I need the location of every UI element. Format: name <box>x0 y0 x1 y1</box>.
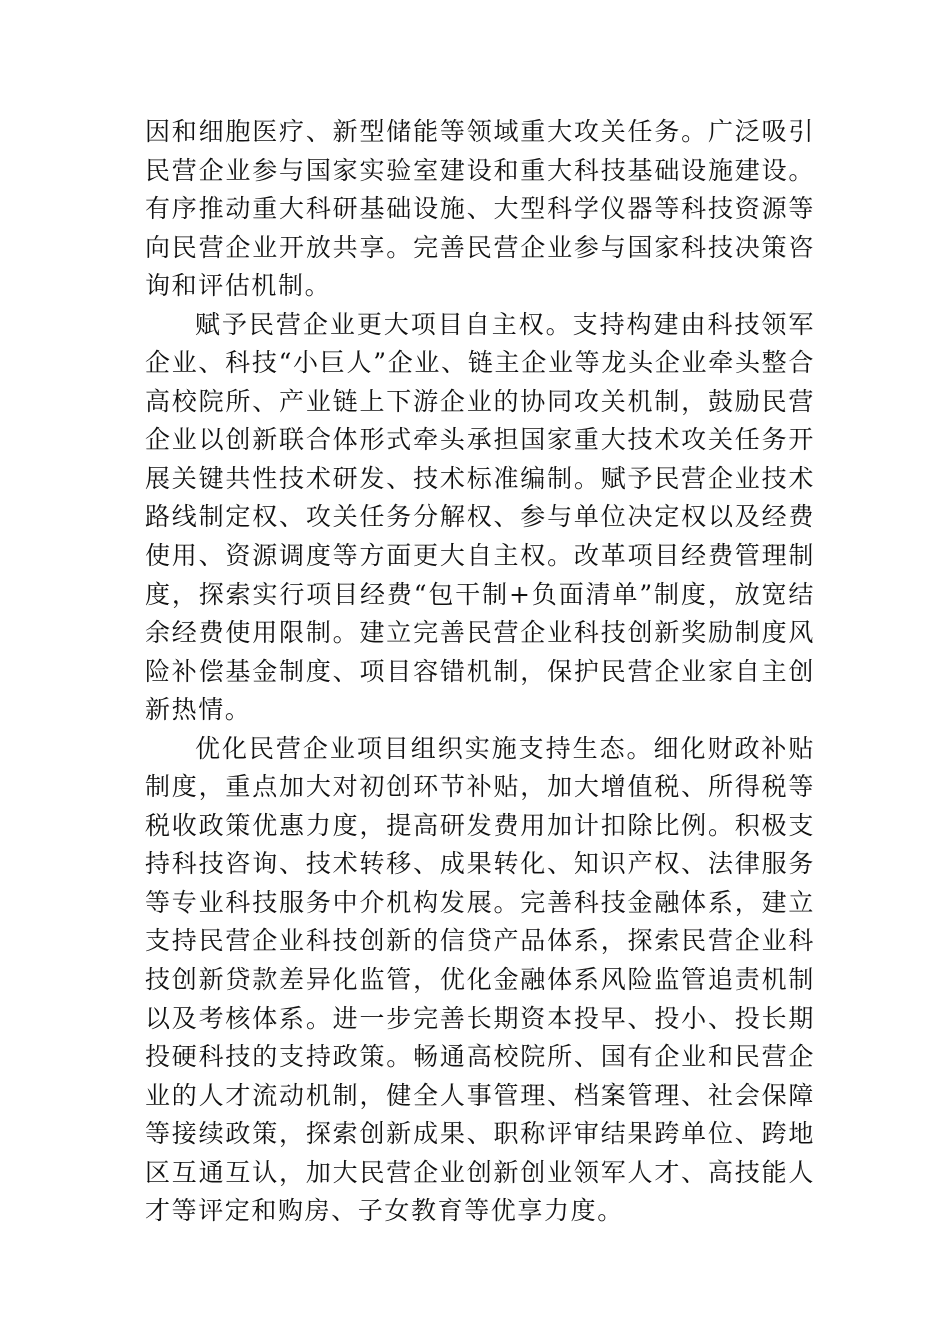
paragraph-2: 赋予民营企业更大项目自主权。支持构建由科技领军企业、科技“小巨人”企业、链主企业等龙头企业牵头整合高校院所、产业链上下游企业的协同攻关机制，鼓励民营企业以创新联合体形式牵头承担国家重大技术攻关任务开展关键共性技术研发、技术标准编制。赋予民营企业技术路线制定权、攻关任务分解权、参与单位决定权以及经费使用、资源调度等方面更大自主权。改革项目经费管理制度，探索实行项目经费“包干制+负面清单”制度，放宽结余经费使用限制。建立完善民营企业科技创新奖励制度风险补偿基金制度、项目容错机制，保护民营企业家自主创新热情。 <box>145 309 815 725</box>
paragraph-3: 优化民营企业项目组织实施支持生态。细化财政补贴制度，重点加大对初创环节补贴，加大增值税、所得税等税收政策优惠力度，提高研发费用加计扣除比例。积极支持科技咨询、技术转移、成果转化、知识产权、法律服务等专业科技服务中介机构发展。完善科技金融体系，建立支持民营企业科技创新的信贷产品体系，探索民营企业科技创新贷款差异化监管，优化金融体系风险监管追责机制以及考核体系。进一步完善长期资本投早、投小、投长期投硬科技的支持政策。畅通高校院所、国有企业和民营企业的人才流动机制，健全人事管理、档案管理、社会保障等接续政策，探索创新成果、职称评审结果跨单位、跨地区互通互认，加大民营企业创新创业领军人才、高技能人才等评定和购房、子女教育等优享力度。 <box>145 733 815 1226</box>
paragraph-1: 因和细胞医疗、新型储能等领域重大攻关任务。广泛吸引民营企业参与国家实验室建设和重大科技基础设施建设。有序推动重大科研基础设施、大型科学仪器等科技资源等向民营企业开放共享。完善民营企业参与国家科技决策咨询和评估机制。 <box>145 117 815 301</box>
body-text <box>145 113 815 1231</box>
